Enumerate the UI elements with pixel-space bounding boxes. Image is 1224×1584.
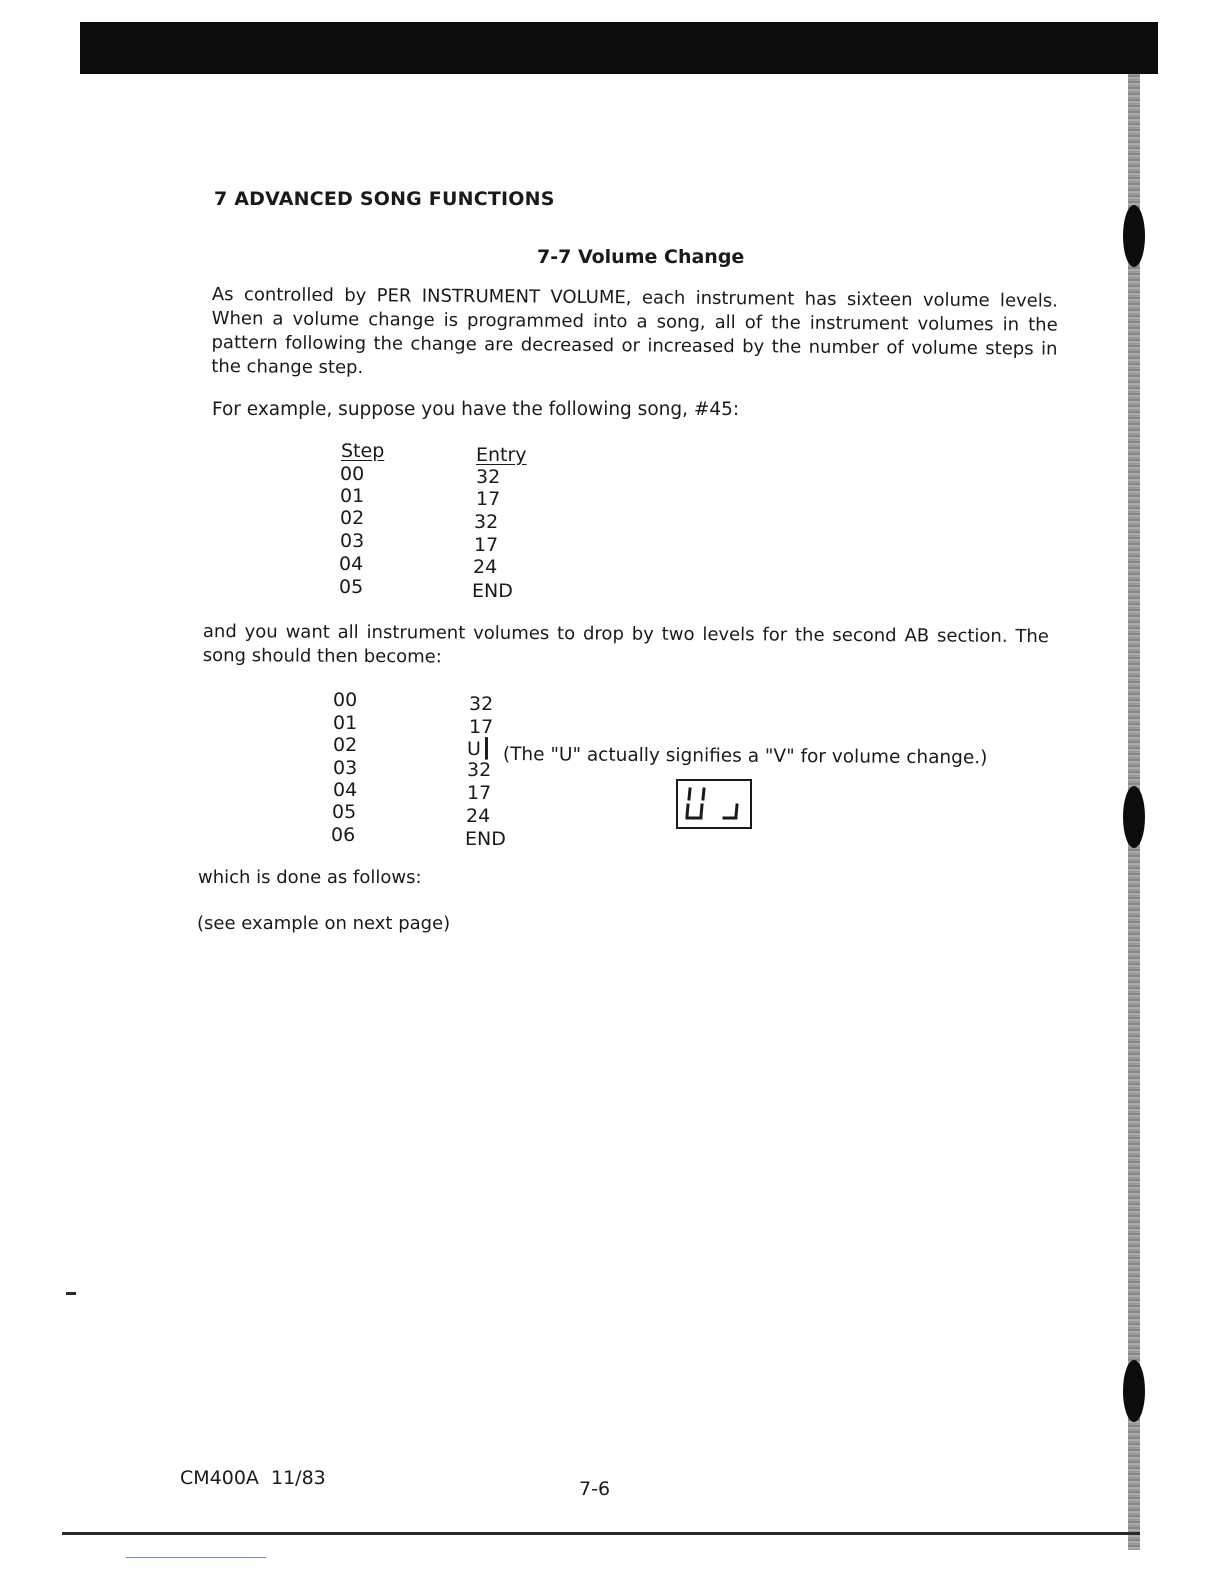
binder-hole-2 <box>1123 786 1145 848</box>
table-row-entry: 24 <box>466 805 491 827</box>
table-row-step: 05 <box>339 576 364 598</box>
table-row-entry: 24 <box>473 556 498 578</box>
scan-speck <box>66 1292 76 1295</box>
see-line: (see example on next page) <box>197 913 451 934</box>
binder-hole-3 <box>1123 1360 1145 1422</box>
which-line: which is done as follows: <box>198 867 422 888</box>
top-binding-bar <box>80 22 1158 74</box>
example-line: For example, suppose you have the following song, #45: <box>212 399 740 420</box>
table-row-step: 01 <box>340 485 365 507</box>
seven-segment-display-icon <box>676 779 752 829</box>
table-row-entry: 17 <box>467 782 492 804</box>
intro-paragraph: As controlled by PER INSTRUMENT VOLUME, each instrument has sixteen volume levels. When a volume change is programmed into a song, all of the instrument volumes in the pattern following the change are decreased or increased by the number of volume steps in the change step. <box>211 283 1058 379</box>
table-row-entry: 17 <box>476 488 501 510</box>
table-row-step: 02 <box>333 734 358 756</box>
table-row-step: 03 <box>340 530 365 552</box>
table-row-step: 05 <box>332 801 357 823</box>
table-row-entry: END <box>472 580 513 602</box>
table-row-step: 04 <box>333 779 358 801</box>
table-row-step: 01 <box>333 712 358 734</box>
page-number: 7-6 <box>579 1478 611 1500</box>
binder-hole-1 <box>1123 205 1145 267</box>
chapter-title: 7 ADVANCED SONG FUNCTIONS <box>214 188 555 210</box>
table-row-step: 03 <box>333 757 358 779</box>
table-row-entry: 17 <box>469 716 494 738</box>
table-row-entry: 32 <box>467 759 492 781</box>
table-row-step: 00 <box>340 463 365 485</box>
table-row-entry: 32 <box>469 693 494 715</box>
document-code: CM400A 11/83 <box>180 1467 326 1489</box>
then-paragraph: and you want all instrument volumes to drop by two levels for the second AB section. The song should then become: <box>202 621 1049 668</box>
table-row-step: 02 <box>340 507 365 529</box>
section-title: 7-7 Volume Change <box>537 246 745 268</box>
volume-note: (The "U" actually signifies a "V" for volume change.) <box>502 744 988 769</box>
table-row-step: 00 <box>333 689 358 711</box>
table-row-entry: 17 <box>474 534 499 556</box>
table-header-step: Step <box>341 440 385 462</box>
table-header-entry: Entry <box>476 444 527 466</box>
blue-rule <box>126 1557 266 1558</box>
table-row-entry: END <box>465 828 506 850</box>
table-row-step: 06 <box>331 824 356 846</box>
table-row-step: 04 <box>339 553 364 575</box>
table-row-entry: 32 <box>474 511 499 533</box>
table-row-entry: 32 <box>476 466 501 488</box>
bottom-rule <box>62 1532 1140 1535</box>
table-row-entry: U┃ <box>467 738 493 760</box>
